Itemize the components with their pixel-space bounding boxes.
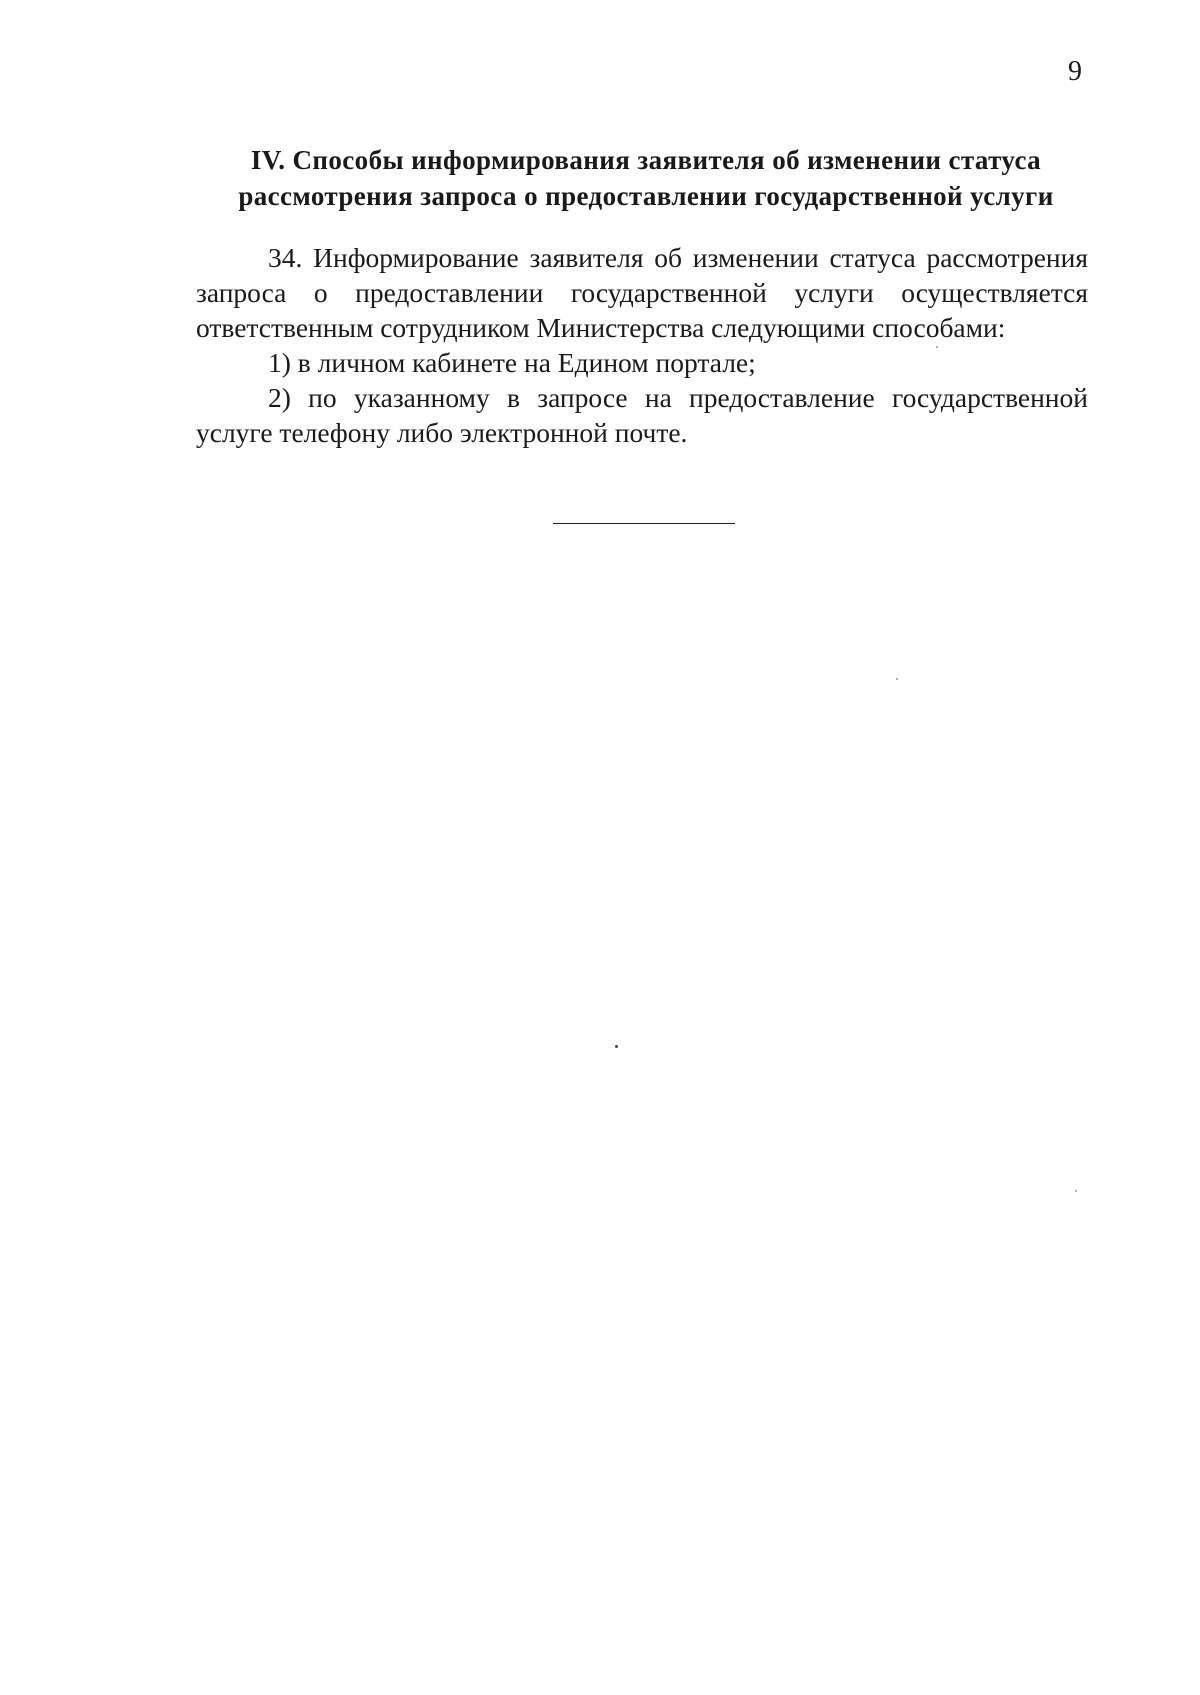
section-title-line-2: рассмотрения запроса о предоставлении государственной услуги: [238, 181, 1054, 211]
end-divider: [553, 523, 735, 524]
scan-speck: [936, 346, 938, 348]
section-title-line-1: IV. Способы информирования заявителя об изменении статуса: [250, 145, 1042, 175]
list-item-2: 2) по указанному в запросе на предоставление государственной услуге телефону либо электронной почте.: [196, 382, 1088, 448]
body-text: [196, 240, 1088, 450]
scan-speck: [1075, 1190, 1077, 1192]
scan-speck: [615, 1045, 618, 1048]
paragraph-34: 34. Информирование заявителя об изменении статуса рассмотрения запроса о предоставлении государственной услуги осуществляется ответственным сотрудником Министерства следующими способами:: [196, 242, 1088, 343]
page-number: 9: [1068, 56, 1082, 87]
scan-speck: [896, 678, 898, 680]
section-title: [195, 142, 1097, 214]
list-item-1: 1) в личном кабинете на Едином портале;: [268, 347, 756, 378]
